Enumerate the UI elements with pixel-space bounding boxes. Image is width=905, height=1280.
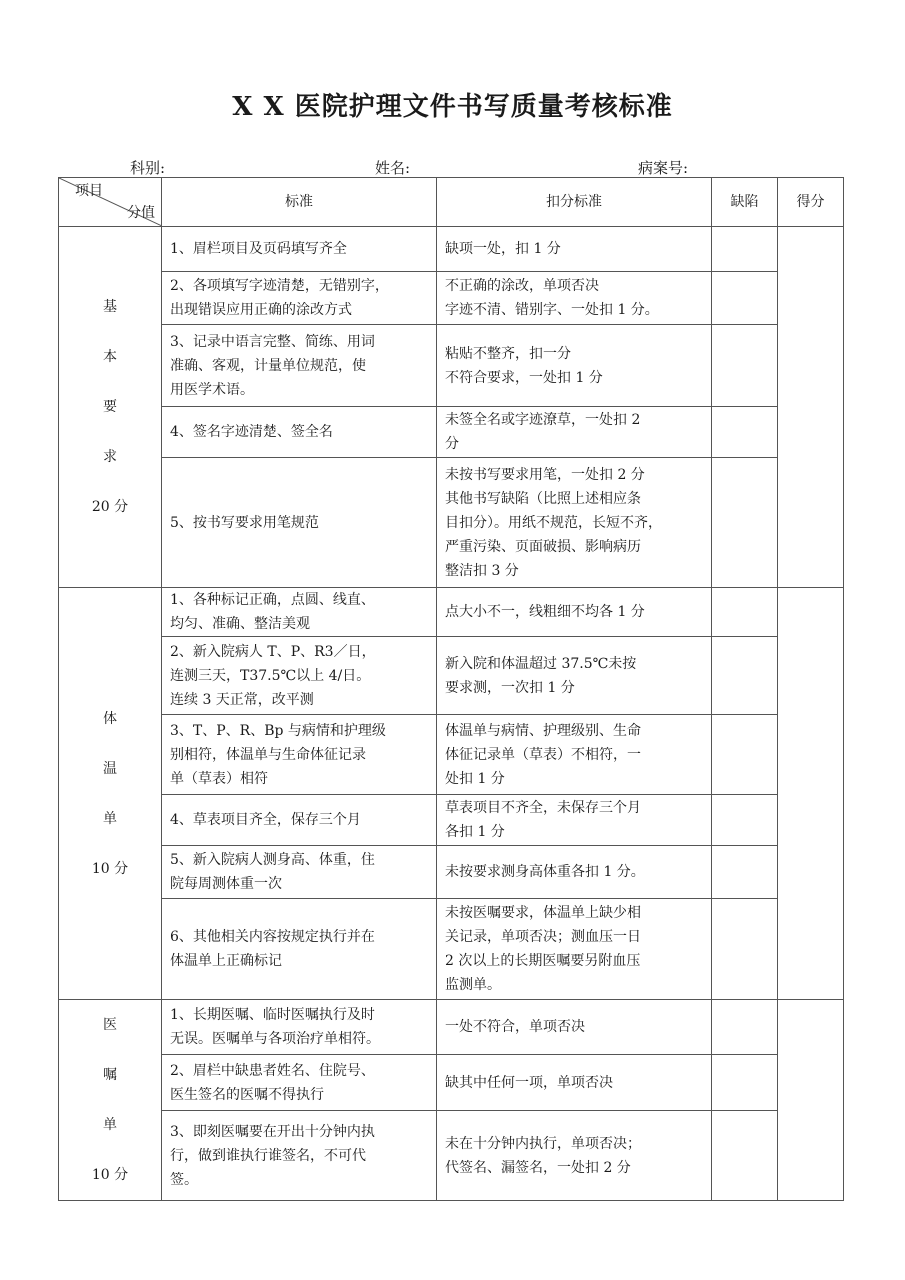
section-label-char: 基	[103, 299, 117, 315]
table-row	[59, 325, 844, 407]
deduction-cell-line: 目扣分）。用纸不规范，长短不齐，	[445, 514, 662, 531]
table-row	[59, 1055, 844, 1111]
deduction-cell	[437, 272, 712, 325]
deduction-cell-line: 点大小不一，线粗细不均各 1 分	[445, 604, 645, 620]
table-row	[59, 407, 844, 458]
score-header: 得分	[778, 178, 844, 227]
deduction-cell-line: 字迹不清、错别字、一处扣 1 分。	[445, 302, 659, 318]
document-title: X X 医院护理文件书写质量考核标准	[232, 92, 673, 122]
deduction-cell	[437, 715, 712, 795]
section-label-char: 本	[103, 349, 117, 365]
defect-cell[interactable]	[712, 637, 778, 715]
deduction-cell-line: 其他书写缺陷（比照上述相应条	[445, 490, 641, 507]
section-label-char: 嘱	[103, 1067, 117, 1083]
defect-cell[interactable]	[712, 325, 778, 407]
section-label-char: 温	[103, 760, 117, 777]
deduction-cell-line: 体温单与病情、护理级别、生命	[445, 722, 641, 739]
standard-cell-line: 连测三天，T37.5℃以上 4/日。	[170, 667, 371, 684]
deduction-cell-line: 分	[445, 436, 459, 452]
defect-cell[interactable]	[712, 272, 778, 325]
standard-cell-line: 4、草表项目齐全，保存三个月	[170, 812, 361, 828]
standard-cell	[162, 325, 437, 407]
section-label-char: 求	[103, 449, 117, 465]
standard-cell	[162, 846, 437, 899]
standard-cell	[162, 458, 437, 588]
defect-cell[interactable]	[712, 846, 778, 899]
standard-cell	[162, 899, 437, 1000]
standard-cell-line: 无误。医嘱单与各项治疗单相符。	[170, 1031, 380, 1047]
deduction-cell-line: 未按医嘱要求，体温单上缺少相	[445, 905, 641, 921]
table-row	[59, 1111, 844, 1201]
standard-cell	[162, 407, 437, 458]
standard-cell-line: 1、各种标记正确，点圆、线直、	[170, 592, 375, 608]
deduction-cell-line: 缺项一处，扣 1 分	[445, 241, 561, 257]
deduction-cell	[437, 1111, 712, 1201]
standard-cell-line: 3、记录中语言完整、简练、用词	[170, 333, 375, 350]
standard-cell-line: 医生签名的医嘱不得执行	[170, 1086, 324, 1103]
deduction-cell	[437, 325, 712, 407]
deduction-cell	[437, 407, 712, 458]
standard-cell-line: 单（草表）相符	[170, 770, 268, 787]
deduction-cell-line: 缺其中任何一项，单项否决	[445, 1074, 613, 1091]
standard-cell	[162, 1111, 437, 1201]
defect-cell[interactable]	[712, 899, 778, 1000]
defect-cell[interactable]	[712, 715, 778, 795]
item-header: 项目	[75, 183, 103, 199]
standard-cell	[162, 715, 437, 795]
department-field: 科别:	[130, 159, 166, 177]
table-row	[59, 795, 844, 846]
section-label-char: 单	[103, 1117, 117, 1133]
deduction-cell-line: 代签名、漏签名，一处扣 2 分	[445, 1159, 631, 1176]
standard-cell-line: 体温单上正确标记	[170, 953, 282, 969]
deduction-cell-line: 关记录，单项否决；测血压一日	[445, 929, 641, 945]
standard-cell-line: 5、新入院病人测身高、体重，住	[170, 852, 375, 868]
deduction-cell-line: 整洁扣 3 分	[445, 562, 519, 579]
deduction-cell-line: 体征记录单（草表）不相符，一	[445, 746, 641, 763]
section-label-char: 单	[103, 810, 117, 827]
defect-header: 缺陷	[712, 178, 778, 227]
name-field: 姓名:	[375, 159, 411, 177]
table-row	[59, 227, 844, 272]
standard-cell	[162, 795, 437, 846]
table-row	[59, 272, 844, 325]
standard-cell-line: 2、各项填写字迹清楚，无错别字，	[170, 278, 389, 294]
deduction-header: 扣分标准	[437, 178, 712, 227]
standard-cell-line: 5、按书写要求用笔规范	[170, 514, 319, 531]
assessment-table	[58, 177, 844, 1201]
deduction-cell-line: 2 次以上的长期医嘱要另附血压	[445, 953, 641, 969]
standard-cell-line: 出现错误应用正确的涂改方式	[170, 302, 352, 318]
deduction-cell	[437, 795, 712, 846]
defect-cell[interactable]	[712, 458, 778, 588]
defect-cell[interactable]	[712, 227, 778, 272]
standard-cell	[162, 1000, 437, 1055]
standard-cell	[162, 227, 437, 272]
standard-cell-line: 签。	[170, 1171, 198, 1188]
standard-cell-line: 准确、客观，计量单位规范，使	[170, 357, 366, 374]
deduction-cell-line: 要求测，一次扣 1 分	[445, 679, 575, 696]
defect-cell[interactable]	[712, 407, 778, 458]
case-number-field: 病案号:	[638, 159, 689, 177]
deduction-cell-line: 各扣 1 分	[445, 824, 505, 840]
deduction-cell-line: 一处不符合，单项否决	[445, 1019, 585, 1035]
deduction-cell	[437, 227, 712, 272]
defect-cell[interactable]	[712, 1055, 778, 1111]
standard-cell-line: 院每周测体重一次	[170, 876, 282, 892]
standard-cell-line: 3、即刻医嘱要在开出十分钟内执	[170, 1123, 375, 1140]
standard-cell-line: 用医学术语。	[170, 381, 254, 398]
standard-cell-line: 行，做到谁执行谁签名，不可代	[170, 1147, 366, 1164]
defect-cell[interactable]	[712, 795, 778, 846]
score-cell[interactable]	[778, 227, 844, 588]
deduction-cell-line: 未在十分钟内执行，单项否决；	[445, 1135, 641, 1152]
standard-cell	[162, 272, 437, 325]
deduction-cell-line: 未签全名或字迹潦草，一处扣 2	[445, 412, 641, 428]
score-value-header: 分值	[127, 205, 155, 221]
table-row	[59, 899, 844, 1000]
section-label-char: 20 分	[91, 499, 129, 515]
deduction-cell	[437, 899, 712, 1000]
table-row	[59, 637, 844, 715]
deduction-cell-line: 监测单。	[445, 977, 501, 993]
deduction-cell	[437, 637, 712, 715]
score-cell[interactable]	[778, 588, 844, 1000]
standard-header: 标准	[162, 178, 437, 227]
defect-cell[interactable]	[712, 1111, 778, 1201]
section-label-char: 医	[103, 1017, 117, 1033]
item-score-header	[59, 178, 162, 227]
standard-cell	[162, 637, 437, 715]
deduction-cell-line: 草表项目不齐全，未保存三个月	[445, 800, 641, 816]
standard-cell-line: 4、签名字迹清楚、签全名	[170, 424, 333, 440]
deduction-cell-line: 严重污染、页面破损、影响病历	[445, 538, 641, 555]
standard-cell-line: 均匀、准确、整洁美观	[170, 616, 310, 632]
standard-cell-line: 3、T、P、R、Bp 与病情和护理级	[170, 722, 386, 739]
standard-cell-line: 1、长期医嘱、临时医嘱执行及时	[170, 1007, 375, 1023]
table-row	[59, 1000, 844, 1055]
standard-cell-line: 2、新入院病人 T、P、R3／日，	[170, 643, 376, 660]
table-row	[59, 846, 844, 899]
standard-cell	[162, 588, 437, 637]
defect-cell[interactable]	[712, 1000, 778, 1055]
section-label-char: 要	[103, 399, 117, 415]
table-header-row	[59, 178, 844, 227]
section-label-char: 体	[103, 710, 117, 727]
section-label-char: 10 分	[91, 1167, 129, 1183]
standard-cell-line: 2、眉栏中缺患者姓名、住院号、	[170, 1062, 375, 1079]
deduction-cell	[437, 1000, 712, 1055]
table-row	[59, 458, 844, 588]
section-label	[59, 227, 162, 588]
section-label	[59, 1000, 162, 1201]
deduction-cell-line: 未按书写要求用笔，一处扣 2 分	[445, 466, 645, 483]
defect-cell[interactable]	[712, 588, 778, 637]
score-cell[interactable]	[778, 1000, 844, 1201]
deduction-cell-line: 不正确的涂改，单项否决	[445, 278, 599, 294]
standard-cell	[162, 1055, 437, 1111]
standard-cell-line: 6、其他相关内容按规定执行并在	[170, 929, 375, 945]
table-row	[59, 588, 844, 637]
deduction-cell-line: 粘贴不整齐，扣一分	[445, 345, 571, 362]
standard-cell-line: 1、眉栏项目及页码填写齐全	[170, 241, 347, 257]
standard-cell-line: 别相符，体温单与生命体征记录	[170, 746, 366, 763]
table-row	[59, 715, 844, 795]
deduction-cell	[437, 1055, 712, 1111]
deduction-cell-line: 不符合要求，一处扣 1 分	[445, 369, 603, 386]
deduction-cell-line: 未按要求测身高体重各扣 1 分。	[445, 864, 645, 880]
section-label	[59, 588, 162, 1000]
section-label-char: 10 分	[91, 860, 129, 877]
deduction-cell	[437, 588, 712, 637]
standard-cell-line: 连续 3 天正常，改平测	[170, 691, 314, 708]
deduction-cell-line: 新入院和体温超过 37.5℃未按	[445, 655, 637, 672]
deduction-cell	[437, 846, 712, 899]
deduction-cell	[437, 458, 712, 588]
deduction-cell-line: 处扣 1 分	[445, 770, 505, 787]
